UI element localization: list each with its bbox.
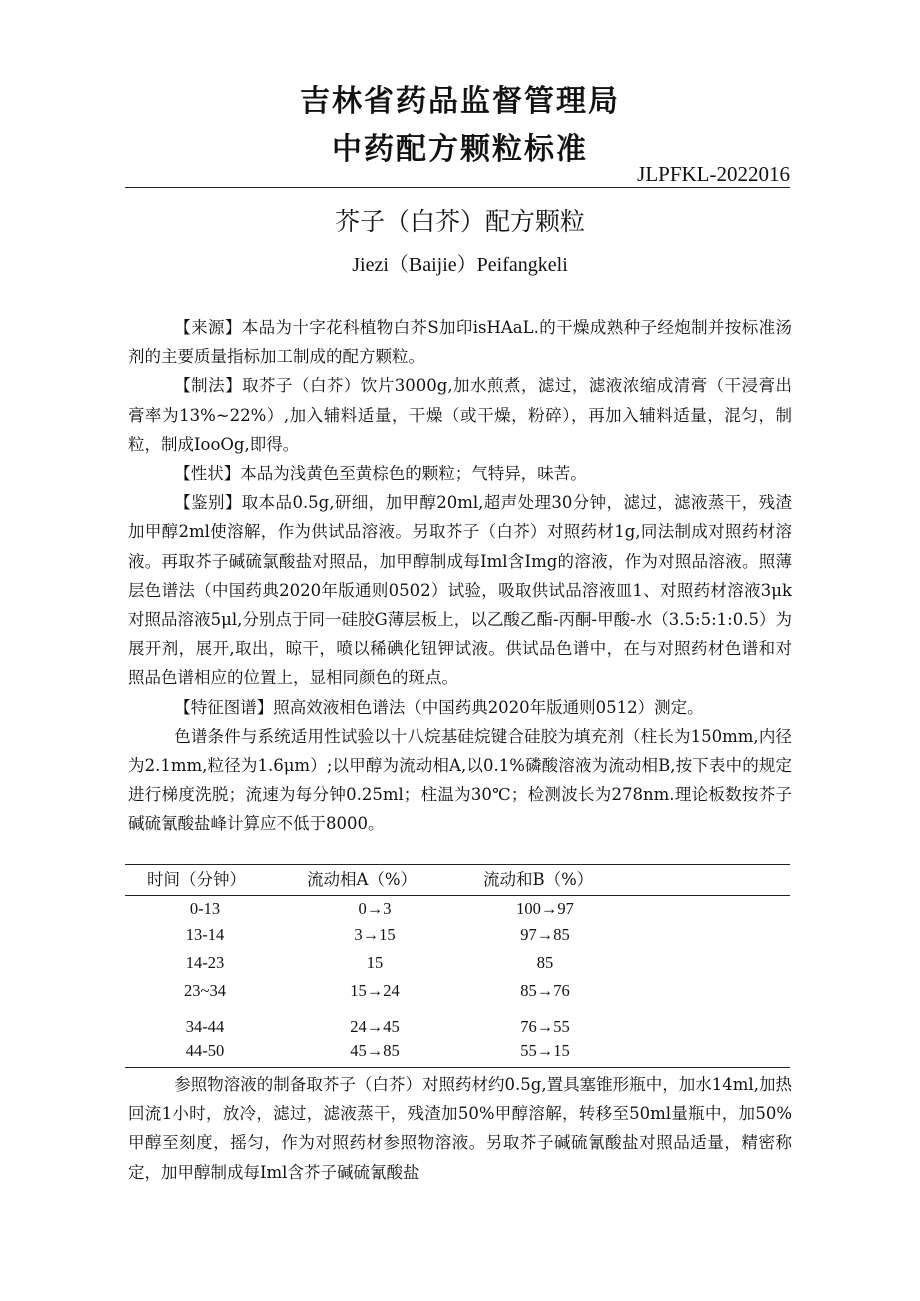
- cell-time: 14-23: [185, 953, 225, 972]
- table-bottom-rule: [125, 1067, 790, 1068]
- paragraph-preparation: 【制法】取芥子（白芥）饮片3000g,加水煎煮，滤过，滤液浓缩成清膏（干浸膏出膏率为13%~22%）,加入辅料适量，干燥（或干燥，粉碎），再加入辅料适量，混匀，制粒，制成IooOg,即得。: [128, 376, 792, 454]
- cell-phase-a: 45→85: [350, 1041, 400, 1060]
- table-row: [125, 981, 790, 1005]
- cell-phase-a: 24→45: [350, 1017, 400, 1036]
- product-pinyin: Jiezi（Baijie）Peifangkeli: [352, 254, 568, 276]
- cell-time: 13-14: [185, 925, 225, 944]
- cell-phase-b: 97→85: [520, 925, 570, 944]
- cell-time: 0-13: [189, 899, 221, 918]
- standard-category-title: 中药配方颗粒标准: [332, 132, 588, 167]
- table-top-rule: [125, 864, 790, 865]
- table-row: [125, 1041, 790, 1065]
- table-row: [125, 1017, 790, 1041]
- table-row: [125, 925, 790, 949]
- issuing-authority-title: 吉林省药品监督管理局: [300, 84, 620, 119]
- header-phase-b: 流动和B（%）: [483, 870, 594, 889]
- paragraph-identification: 【鉴别】取本品0.5g,研细，加甲醇20ml,超声处理30分钟，滤过，滤液蒸干，残渣加甲醇2ml使溶解，作为供试品溶液。另取芥子（白芥）对照药材1g,同法制成对照药材溶液。再取芥子碱硫氯酸盐对照品，加甲醇制成每Iml含Img的溶液，作为对照品溶液。照薄层色谱法（中国药典2020年版通则0502）试验，吸取供试品溶液皿1、对照药材溶液3μk对照品溶液5μl,分别点于同一硅胶G薄层板上，以乙酸乙酯-丙酮-甲酸-水（3.5:5:1:0.5）为展开剂，展开,取出，晾干，喷以稀碘化钮钾试液。供试品色谱中，在与对照药材色谱和对照品色谱相应的位置上，显相同颜色的斑点。: [128, 493, 792, 688]
- cell-time: 34-44: [185, 1017, 225, 1036]
- header-phase-a: 流动相A（%）: [307, 870, 418, 889]
- paragraph-reference-solution: 参照物溶液的制备取芥子（白芥）对照药材约0.5g,置具塞锥形瓶中，加水14ml,加热回流1小时，放冷，滤过，滤液蒸干，残渣加50%甲醇溶解，转移至50ml量瓶中，加50%甲醇至刻度，摇匀，作为对照药材参照物溶液。另取芥子碱硫氰酸盐对照品适量，精密称定，加甲醇制成每Iml含芥子碱硫氰酸盐: [128, 1075, 792, 1182]
- standard-code: JLPFKL-2022016: [637, 162, 790, 186]
- paragraph-fingerprint: 【特征图谱】照高效液相色谱法（中国药典2020年版通则0512）测定。: [174, 697, 704, 717]
- cell-phase-b: 55→15: [520, 1041, 570, 1060]
- header-divider: [125, 187, 790, 188]
- paragraph-chromatographic-conditions: 色谱条件与系统适用性试验以十八烷基硅烷键合硅胶为填充剂（柱长为150mm,内径为2.1mm,粒径为1.6μm）;以甲醇为流动相A,以0.1%磷酸溶液为流动相B,按下表中的规定进行梯度洗脱；流速为每分钟0.25ml；柱温为30℃；检测波长为278nm.理论板数按芥子碱硫氰酸盐峰计算应不低于8000。: [128, 726, 792, 834]
- table-header-row: [125, 866, 790, 894]
- reference-section: [128, 1070, 792, 1187]
- paragraph-description: 【性状】本品为浅黄色至黄棕色的颗粒；气特异，味苦。: [174, 464, 587, 484]
- cell-phase-b: 85: [536, 953, 554, 972]
- cell-phase-a: 15: [366, 953, 384, 972]
- cell-phase-a: 15→24: [350, 981, 400, 1000]
- cell-time: 44-50: [185, 1041, 225, 1060]
- header-time: 时间（分钟）: [147, 870, 246, 889]
- paragraph-source: 【来源】本品为十字花科植物白芥S加印isHAaL.的干燥成熟种子经炮制并按标准汤剂的主要质量指标加工制成的配方颗粒。: [128, 318, 792, 367]
- cell-phase-a: 3→15: [354, 925, 396, 944]
- cell-phase-b: 100→97: [516, 899, 574, 918]
- table-header-rule: [125, 895, 790, 896]
- table-row: [125, 953, 790, 977]
- cell-phase-a: 0→3: [358, 899, 392, 918]
- table-row: [125, 899, 790, 923]
- product-title: 芥子（白芥）配方颗粒: [334, 207, 585, 236]
- cell-phase-b: 85→76: [520, 981, 570, 1000]
- cell-phase-b: 76→55: [520, 1017, 570, 1036]
- standard-body: [128, 313, 792, 839]
- cell-time: 23~34: [184, 981, 226, 1000]
